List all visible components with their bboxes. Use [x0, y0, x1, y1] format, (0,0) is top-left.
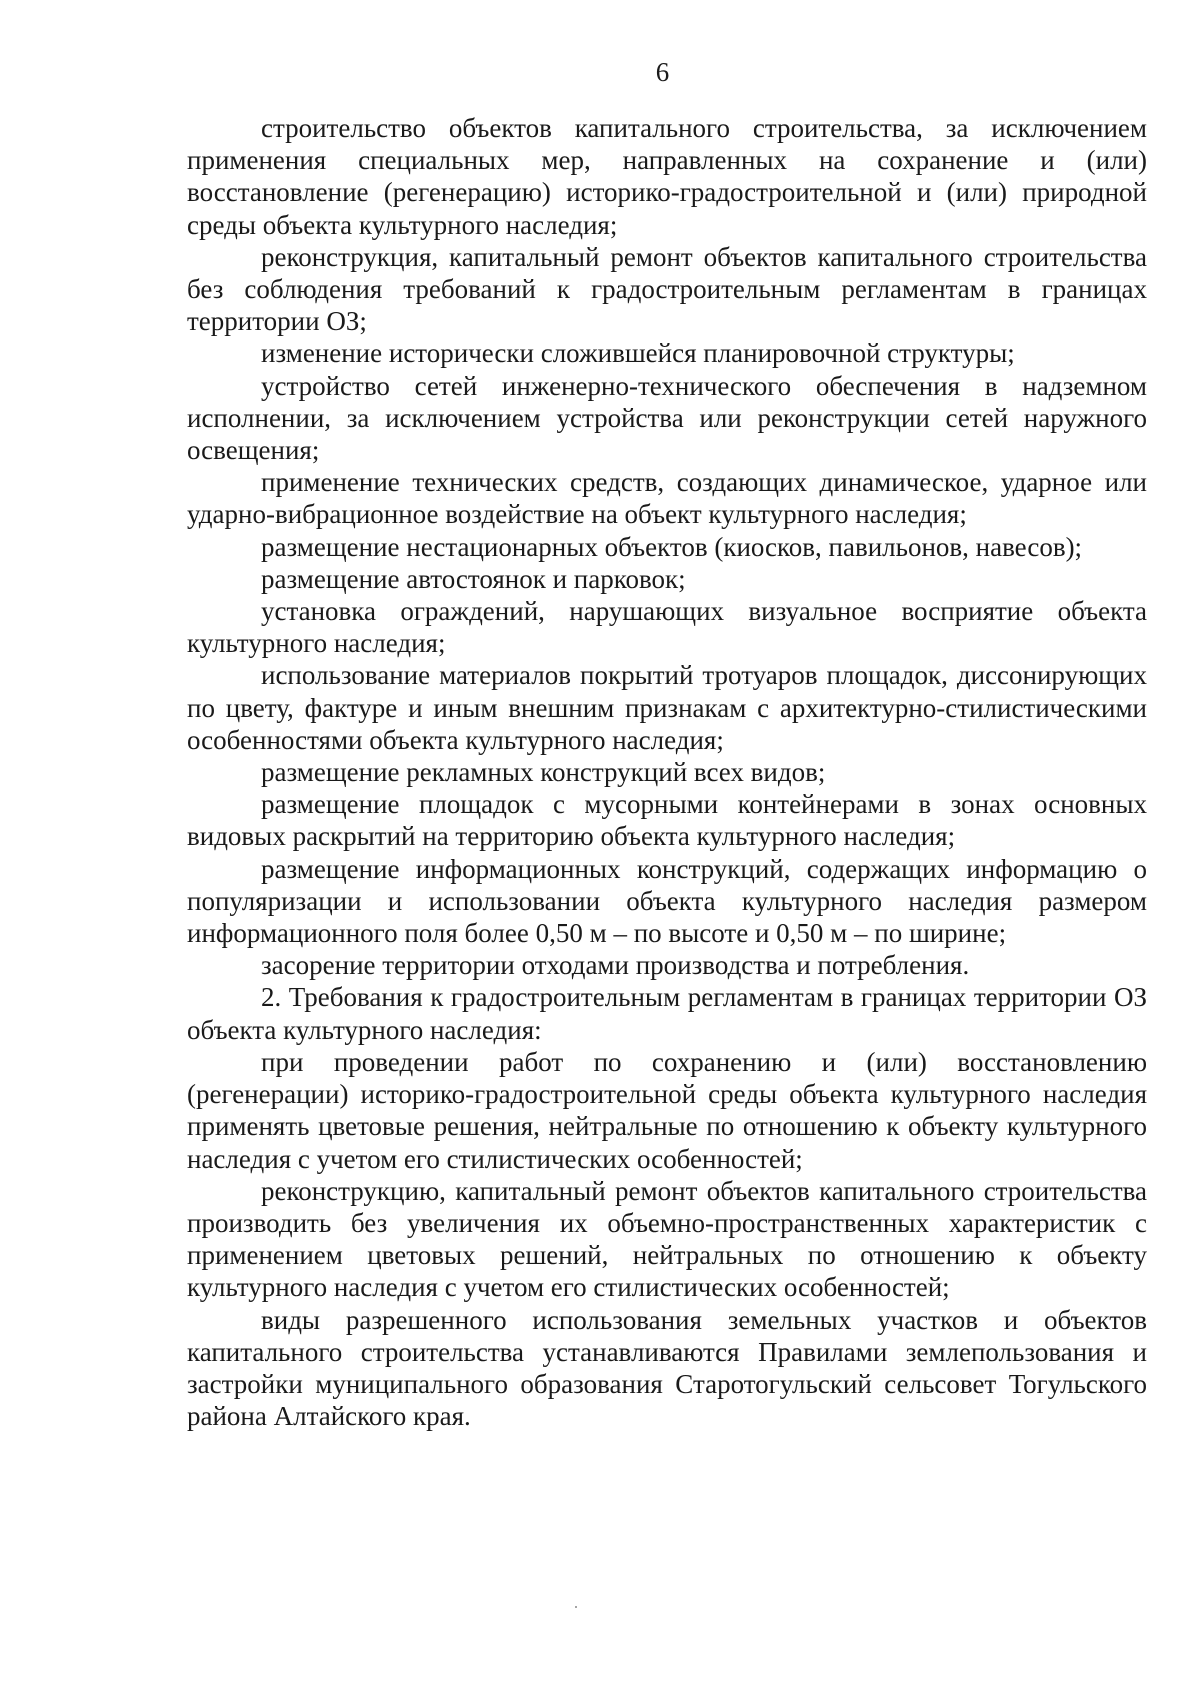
paragraph-12: размещение информационных конструкций, содержащих информацию о популяризации и использовании объекта культурного наследия размером информационного поля более 0,50 м – по высоте и 0,50 м – по ширине;	[187, 853, 1147, 949]
paragraph-17: виды разрешенного использования земельных участков и объектов капитального строительства устанавливаются Правилами землепользования и застройки муниципального образования Старотогульский сельсовет Тогульского района Алтайского края.	[187, 1304, 1147, 1432]
paragraph-3: изменение исторически сложившейся планировочной структуры;	[261, 338, 1015, 369]
paragraph-7: размещение автостоянок и парковок;	[261, 563, 686, 594]
paragraph-13: засорение территории отходами производства и потребления.	[261, 950, 970, 981]
paragraph-15: при проведении работ по сохранению и (или) восстановлению (регенерации) историко-градостроительной среды объекта культурного наследия применять цветовые решения, нейтральные по отношению к объекту культурного наследия с учетом его стилистических особенностей;	[187, 1046, 1147, 1174]
paragraph-2: реконструкция, капитальный ремонт объектов капитального строительства без соблюдения требований к градостроительным регламентам в границах территории ОЗ;	[187, 241, 1147, 337]
document-body	[187, 112, 1147, 1432]
paragraph-1: строительство объектов капитального строительства, за исключением применения специальных мер, направленных на сохранение и (или) восстановление (регенерацию) историко-градостроительной и (или) природной среды объекта культурного наследия;	[187, 113, 1147, 240]
paragraph-4: устройство сетей инженерно-технического обеспечения в надземном исполнении, за исключением устройства или реконструкции сетей наружного освещения;	[187, 370, 1147, 466]
paragraph-10: размещение рекламных конструкций всех видов;	[261, 757, 826, 788]
paragraph-11: размещение площадок с мусорными контейнерами в зонах основных видовых раскрытий на территорию объекта культурного наследия;	[187, 789, 1147, 852]
scan-speck	[575, 1606, 577, 1608]
page-number: 6	[655, 57, 670, 87]
section-heading-2: 2. Требования к градостроительным регламентам в границах территории ОЗ объекта культурного наследия:	[187, 982, 1147, 1045]
paragraph-16: реконструкцию, капитальный ремонт объектов капитального строительства производить без увеличения их объемно-пространственных характеристик с применением цветовых решений, нейтральных по отношению к объекту культурного наследия с учетом его стилистических особенностей;	[187, 1175, 1147, 1303]
paragraph-5: применение технических средств, создающих динамическое, ударное или ударно-вибрационное воздействие на объект культурного наследия;	[187, 467, 1147, 530]
paragraph-6: размещение нестационарных объектов (киосков, павильонов, навесов);	[261, 531, 1083, 562]
paragraph-9: использование материалов покрытий тротуаров площадок, диссонирующих по цвету, фактуре и иным внешним признакам с архитектурно-стилистическими особенностями объекта культурного наследия;	[187, 660, 1147, 755]
paragraph-8: установка ограждений, нарушающих визуальное восприятие объекта культурного наследия;	[187, 596, 1147, 659]
